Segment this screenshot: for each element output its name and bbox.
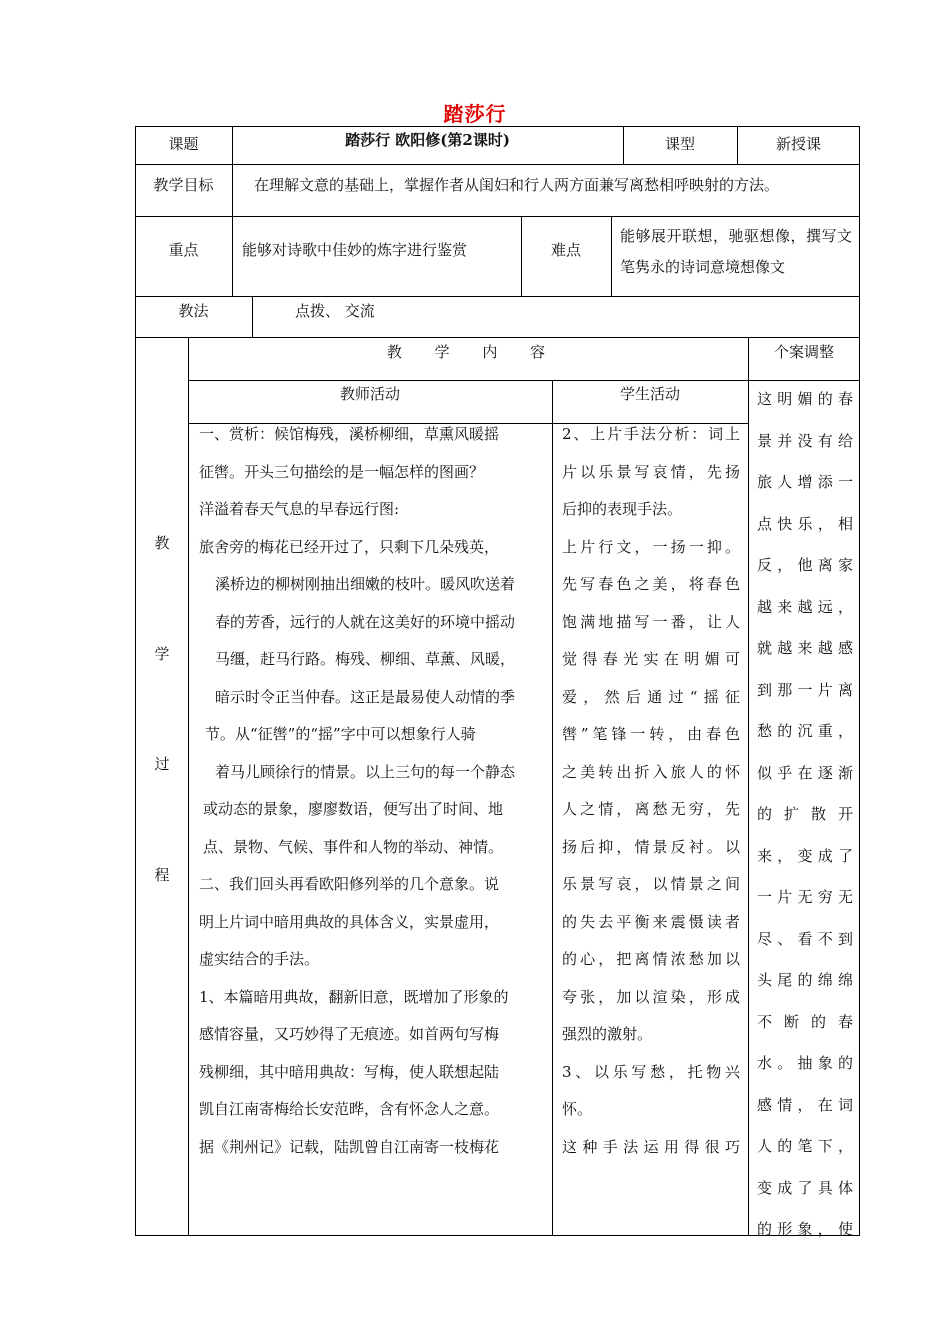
topic-value: 踏莎行 欧阳修(第2课时) [345,131,510,150]
teacher-line: 感情容量，又巧妙得了无痕迹。如首两句写梅 [199,1025,500,1043]
case-adjustment-content [757,379,853,1251]
student-line: 辔”笔锋一转，由春色 [562,725,740,743]
adjust-line: 的形象，使 [757,1220,853,1238]
lesson-type-label: 课型 [664,135,695,154]
method-value: 点拨、 交流 [295,302,375,320]
key-point-label: 重点 [168,241,199,260]
student-line: 先写春色之美，将春色 [562,575,740,593]
adjust-line: 到那一片离 [757,680,853,699]
adjust-line: 水。抽象的 [757,1054,853,1072]
student-line: 这种手法运用得很巧 [562,1137,740,1156]
teacher-line: 明上片词中暗用典故的具体含义，实景虚用， [199,912,500,931]
process-label-char: 学 [154,645,170,663]
student-line: 3、以乐写愁，托物兴 [562,1062,740,1081]
student-line: 2、上片手法分析：词上 [562,425,740,443]
adjust-line: 变成了具体 [757,1178,853,1197]
teacher-activity-header: 教师活动 [339,385,400,404]
student-line: 怀。 [562,1100,593,1118]
content-header [188,337,748,369]
adjust-line: 不断的春 [757,1012,853,1031]
teacher-line: 点、景物、气候、事件和人物的举动、神情。 [203,837,504,856]
teacher-line: 据《荆州记》记载，陆凯曾自江南寄一枝梅花 [199,1137,500,1156]
teacher-line: 节。从“征辔”的“摇”字中可以想象行人骑 [205,725,476,743]
adjust-line: 人的笔下， [757,1137,853,1155]
process-label-char: 过 [154,755,170,773]
adjust-line: 头尾的绵绵 [757,971,853,989]
student-line: 片以乐景写哀情，先扬 [562,462,740,481]
process-label-char: 教 [154,534,170,552]
adjust-line: 就越来越感 [757,639,853,657]
process-label-char: 程 [154,866,170,884]
student-line: 的心，把离情浓愁加以 [562,950,740,968]
teacher-line: 二、我们回头再看欧阳修列举的几个意象。说 [199,875,500,893]
adjust-line: 感情，在词 [757,1095,853,1114]
adjust-line: 这明媚的春 [757,390,853,408]
student-line: 爱，然后通过“摇征 [562,687,740,706]
adjust-line: 旅人增添一 [757,473,853,491]
student-line: 上片行文，一扬一抑。 [562,537,740,556]
student-line: 之美转出折入旅人的怀 [562,762,740,781]
teacher-line: 马缰，赶马行路。梅残、柳细、草薰、风暖， [215,650,516,668]
topic-label: 课题 [168,135,199,154]
difficult-point-label: 难点 [550,241,581,260]
teacher-activity-content [199,416,549,1166]
teacher-line: 着马儿顾徐行的情景。以上三句的每一个静态 [215,762,516,781]
method-label: 教法 [178,302,209,321]
adjust-line: 点快乐，相 [757,514,853,533]
student-line: 夸张，加以渲染，形成 [562,987,740,1006]
teacher-line: 春的芳香，远行的人就在这美好的环境中摇动 [215,612,516,631]
teacher-line: 凯自江南寄梅给长安范晔，含有怀念人之意。 [199,1100,500,1118]
adjust-line: 尽、看不到 [757,929,853,948]
adjust-line: 愁的沉重， [757,722,853,740]
teacher-line: 征辔。开头三句描绘的是一幅怎样的图画？ [199,462,485,481]
adjust-line: 似乎在逐渐 [757,763,853,782]
student-activity-header: 学生活动 [619,385,680,404]
student-line: 强烈的激射。 [562,1025,653,1043]
teacher-line: 溪桥边的柳树刚抽出细嫩的枝叶。暖风吹送着 [215,575,516,593]
student-line: 扬后抑，情景反衬。以 [562,837,740,856]
student-line: 乐景写哀，以情景之间 [562,875,740,893]
teacher-line: 虚实结合的手法。 [199,950,320,968]
student-line: 觉得春光实在明媚可 [562,650,740,668]
student-activity-content [562,416,740,1166]
teacher-line: 或动态的景象，廖廖数语，便写出了时间、地 [203,800,504,818]
student-line: 的失去平衡来震慑读者 [562,912,740,931]
student-line: 人之情，离愁无穷，先 [562,800,740,818]
difficult-point-value: 能够展开联想，驰驱想像，撰写文笔隽永的诗词意境想像文 [620,227,852,276]
teacher-line: 残柳细，其中暗用典故：写梅，使人联想起陆 [199,1062,500,1081]
adjust-line: 一片无穷无 [757,888,853,906]
key-point-value: 能够对诗歌中佳妙的炼字进行鉴赏 [242,241,468,259]
goal-value: 在理解文意的基础上，掌握作者从闺妇和行人两方面兼写离愁相呼映射的方法。 [254,176,780,194]
student-line: 饱满地描写一番，让人 [562,612,740,631]
content-header-text: 教 学 内 容 [386,343,550,362]
teacher-line: 旅舍旁的梅花已经开过了，只剩下几朵残英， [199,537,500,556]
adjust-header: 个案调整 [773,343,834,362]
teacher-line: 一、赏析：候馆梅残，溪桥柳细，草熏风暖摇 [199,425,500,443]
goal-label: 教学目标 [153,176,214,194]
adjust-line: 反，他离家 [757,556,853,574]
student-line: 后抑的表现手法。 [562,500,683,518]
teacher-line: 暗示时令正当仲春。这正是最易使人动情的季 [215,687,516,706]
teacher-line: 1、本篇暗用典故，翻新旧意，既增加了形象的 [199,987,509,1006]
lesson-type-value: 新授课 [775,135,821,154]
teacher-line: 洋溢着春天气息的早春远行图: [199,500,400,518]
adjust-line: 景并没有给 [757,431,853,450]
page-title: 踏莎行 [443,102,507,126]
adjust-line: 来，变成了 [757,846,853,865]
adjust-line: 越来越远， [757,597,853,616]
adjust-line: 的扩散开 [757,805,853,823]
